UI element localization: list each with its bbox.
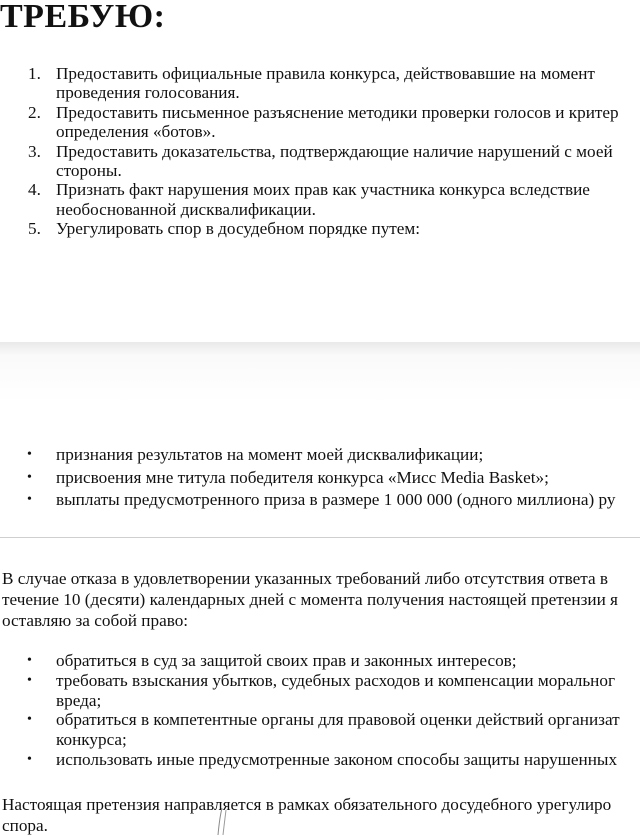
demand-line: Предоставить письменное разъяснение методики проверки голосов и критер <box>56 102 619 122</box>
demand-number: 2. <box>28 102 41 122</box>
demand-line: Предоставить официальные правила конкурса, действовавшие на момент <box>56 64 595 83</box>
settlement-line: присвоения мне титула победителя конкурса «Мисс Media Basket»; <box>56 467 549 487</box>
bullet-marker: • <box>27 712 32 728</box>
paragraph-line: течение 10 (десяти) календарных дней с момента получения настоящей претензии я <box>2 590 618 609</box>
demand-line: определения «ботов». <box>56 122 216 142</box>
paragraph-line: Настоящая претензия направляется в рамках обязательного досудебного урегулиро <box>2 795 612 814</box>
bullet-marker: • <box>27 672 32 688</box>
demand-item <box>0 64 619 103</box>
bullet-marker: • <box>27 492 32 507</box>
demand-line: Урегулировать спор в досудебном порядке путем: <box>56 219 421 239</box>
bullet-marker: • <box>27 751 32 767</box>
paragraph-line: оставляю за собой право: <box>2 611 189 630</box>
page-break-shadow <box>0 356 640 404</box>
rights-line: требовать взыскания убытков, судебных расходов и компенсации моральног <box>56 670 616 690</box>
rights-item <box>0 651 620 671</box>
demand-line: необоснованной дисквалификации. <box>56 199 316 219</box>
rights-line: обратиться в компетентные органы для правовой оценки действий организат <box>56 710 620 730</box>
demand-number: 1. <box>28 64 41 83</box>
settlement-line: признания результатов на момент моей дисквалификации; <box>56 445 484 464</box>
demand-line: Предоставить доказательства, подтверждающие наличие нарушений с моей <box>56 141 613 161</box>
paragraph-line: спора. <box>2 816 48 835</box>
section-divider <box>0 537 640 538</box>
rights-line: вреда; <box>56 690 102 710</box>
settlement-item <box>0 489 615 512</box>
demand-number: 4. <box>28 180 41 200</box>
handwritten-mark-icon <box>210 806 240 836</box>
settlement-line: выплаты предусмотренного приза в размере 1 000 000 (одного миллиона) ру <box>56 490 616 509</box>
rights-line: конкурса; <box>56 730 127 750</box>
rights-item <box>0 750 620 770</box>
document-heading: ТРЕБУЮ: <box>0 0 166 35</box>
bullet-marker: • <box>27 469 32 485</box>
settlement-list <box>0 444 615 512</box>
rights-line: использовать иные предусмотренные законом способы защиты нарушенных <box>56 749 618 769</box>
refusal-paragraph <box>2 568 618 631</box>
bullet-marker: • <box>27 653 32 668</box>
bullet-marker: • <box>27 447 32 462</box>
demand-item <box>0 103 619 142</box>
settlement-item <box>0 467 615 490</box>
demands-list <box>0 64 619 239</box>
demand-number: 5. <box>28 219 41 239</box>
rights-item <box>0 671 620 711</box>
demand-line: проведения голосования. <box>56 83 240 103</box>
closing-paragraph <box>2 794 611 836</box>
demand-item <box>0 219 619 238</box>
demand-item <box>0 142 619 181</box>
rights-item <box>0 710 620 750</box>
demand-line: стороны. <box>56 161 122 181</box>
rights-list <box>0 651 620 770</box>
demand-item <box>0 180 619 219</box>
paragraph-line: В случае отказа в удовлетворении указанных требований либо отсутствия ответа в <box>2 569 609 588</box>
page-break-band <box>0 342 640 356</box>
settlement-item <box>0 444 615 467</box>
demand-line: Признать факт нарушения моих прав как участника конкурса вследствие <box>56 180 590 200</box>
demand-number: 3. <box>28 141 41 161</box>
rights-line: обратиться в суд за защитой своих прав и законных интересов; <box>56 651 517 670</box>
